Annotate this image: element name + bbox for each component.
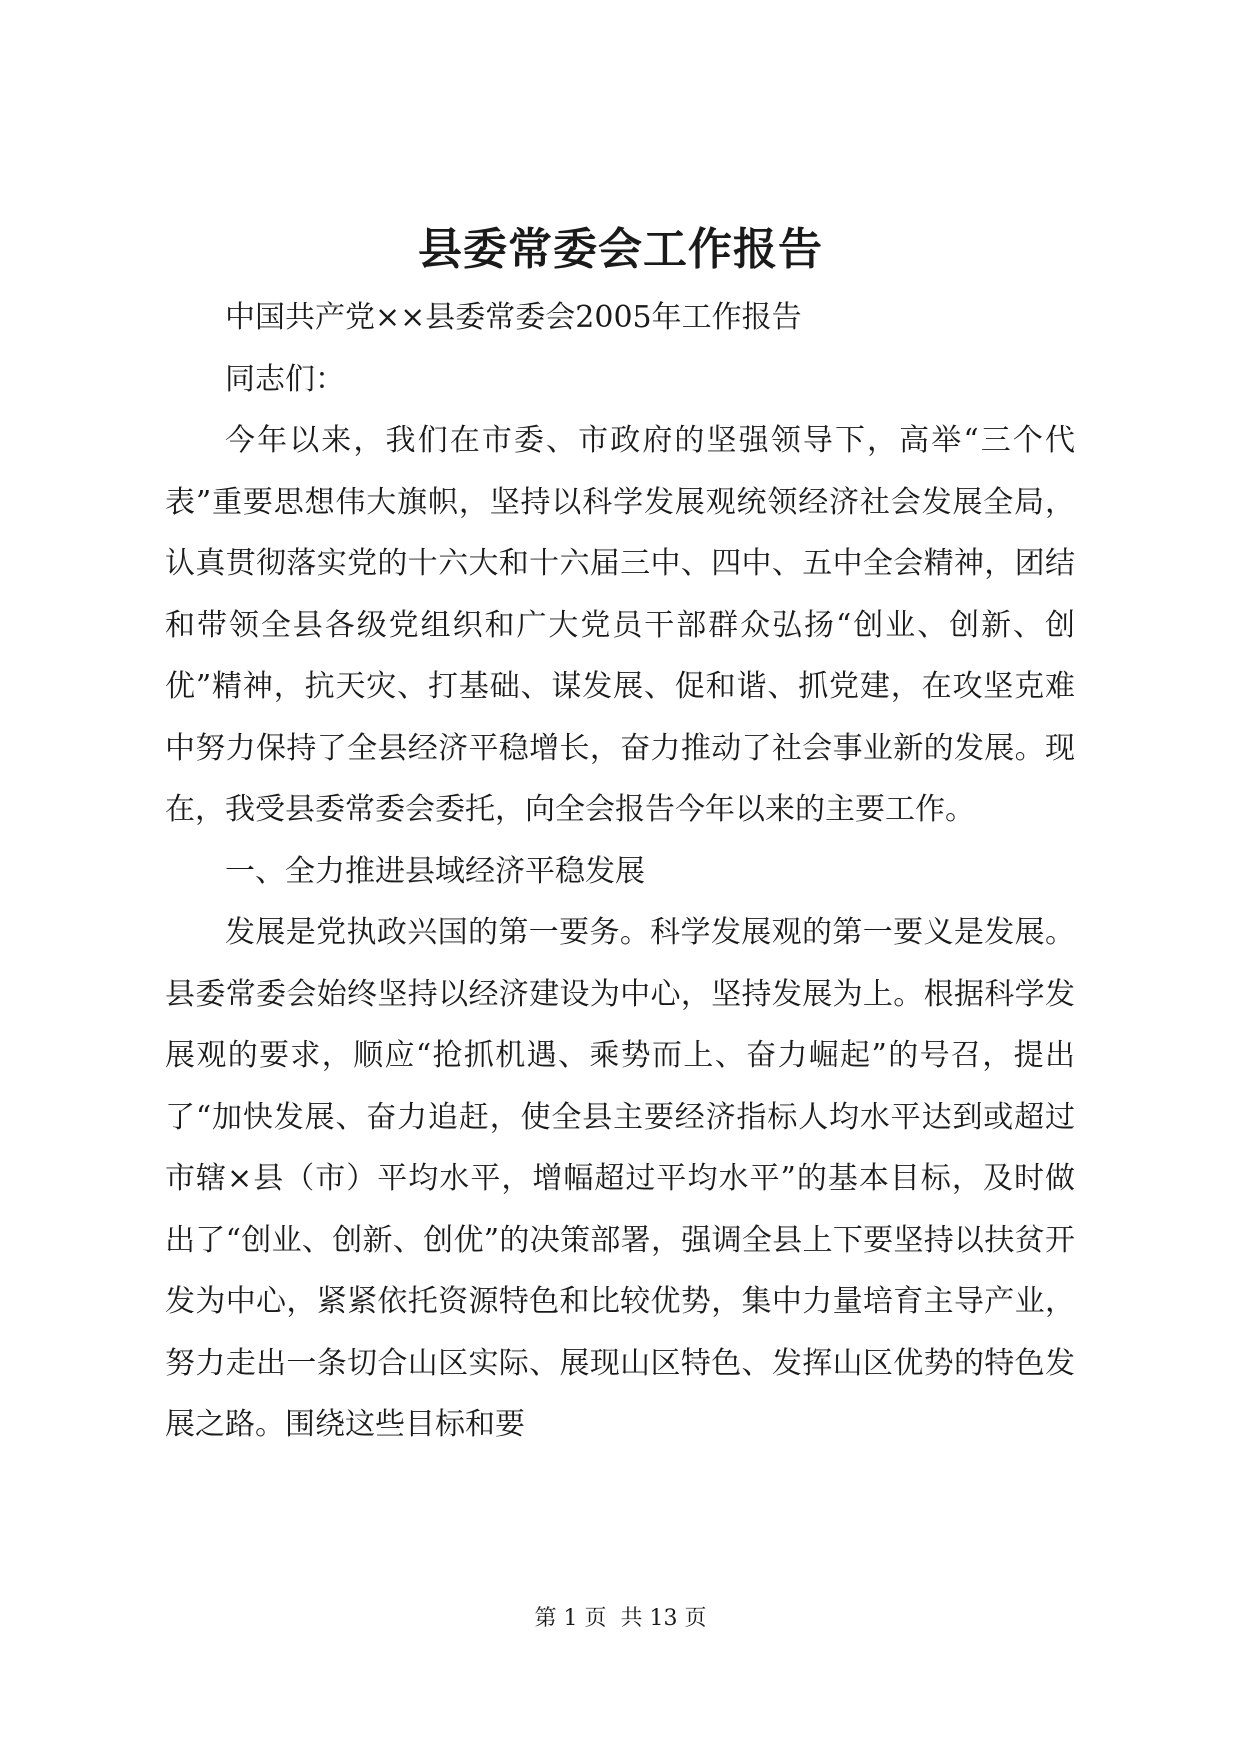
body-paragraph: 发展是党执政兴国的第一要务。科学发展观的第一要义是发展。县委常委会始终坚持以经济建设为中心，坚持发展为上。根据科学发展观的要求，顺应“抢抓机遇、乘势而上、奋力崛起”的号召，提出了“加快发展、奋力追赶，使全县主要经济指标人均水平达到或超过市辖×县（市）平均水平，增幅超过平均水平”的基本目标，及时做出了“创业、创新、创优”的决策部署，强调全县上下要坚持以扶贫开发为中心，紧紧依托资源特色和比较优势，集中力量培育主导产业，努力走出一条切合山区实际、展现山区特色、发挥山区优势的特色发展之路。围绕这些目标和要 [165, 915, 1075, 1442]
page-footer [0, 1604, 1241, 1634]
salutation-paragraph: 同志们： [225, 361, 345, 397]
page-number: 第 1 页 共 13 页 [534, 1606, 707, 1631]
document-title: 县委常委会工作报告 [418, 224, 823, 275]
body-paragraph: 今年以来，我们在市委、市政府的坚强领导下，高举“三个代表”重要思想伟大旗帜，坚持以科学发展观统领经济社会发展全局，认真贯彻落实党的十六大和十六届三中、四中、五中全会精神，团结和带领全县各级党组织和广大党员干部群众弘扬“创业、创新、创优”精神，抗天灾、打基础、谋发展、促和谐、抓党建，在攻坚克难中努力保持了全县经济平稳增长，奋力推动了社会事业新的发展。现在，我受县委常委会委托，向全会报告今年以来的主要工作。 [165, 423, 1075, 827]
subtitle-paragraph: 中国共产党××县委常委会2005年工作报告 [225, 300, 802, 335]
document-body [165, 287, 1075, 1456]
section-heading: 一、全力推进县域经济平稳发展 [225, 853, 645, 889]
